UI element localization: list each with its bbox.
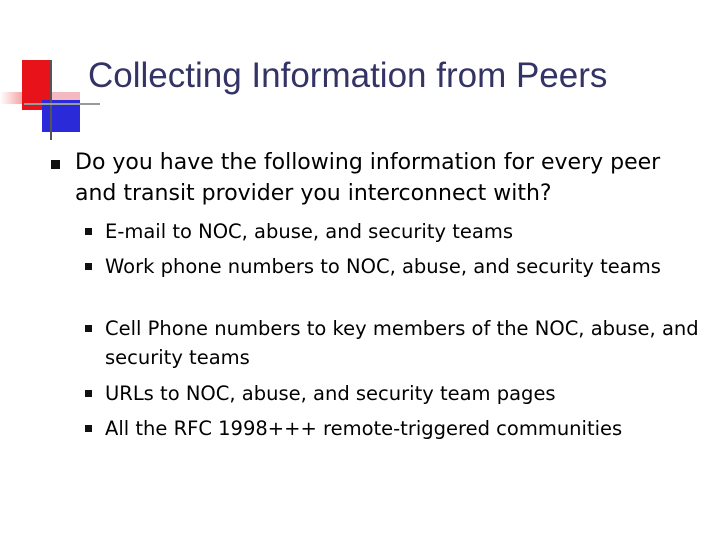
main-bullet-text: Do you have the following information for every peer and transit provider you interconnect with? <box>75 150 661 206</box>
sub-bullet-item: URLs to NOC, abuse, and security team pages <box>105 382 556 405</box>
sub-bullet-item: E-mail to NOC, abuse, and security teams <box>105 220 513 243</box>
slide-title: Collecting Information from Peers <box>88 56 608 95</box>
square-bullet-icon <box>85 390 92 397</box>
sub-bullet-item: Work phone numbers to NOC, abuse, and security teams <box>105 255 661 278</box>
square-bullet-icon <box>51 160 60 169</box>
sub-bullet-item: All the RFC 1998+++ remote-triggered communities <box>105 417 623 440</box>
logo-horizontal-line <box>24 103 100 105</box>
sub-bullet-item: Cell Phone numbers to key members of the NOC, abuse, and security teams <box>105 317 699 369</box>
square-bullet-icon <box>85 425 92 432</box>
logo-vertical-line <box>50 60 52 140</box>
square-bullet-icon <box>85 325 92 332</box>
square-bullet-icon <box>85 228 92 235</box>
square-bullet-icon <box>85 263 92 270</box>
